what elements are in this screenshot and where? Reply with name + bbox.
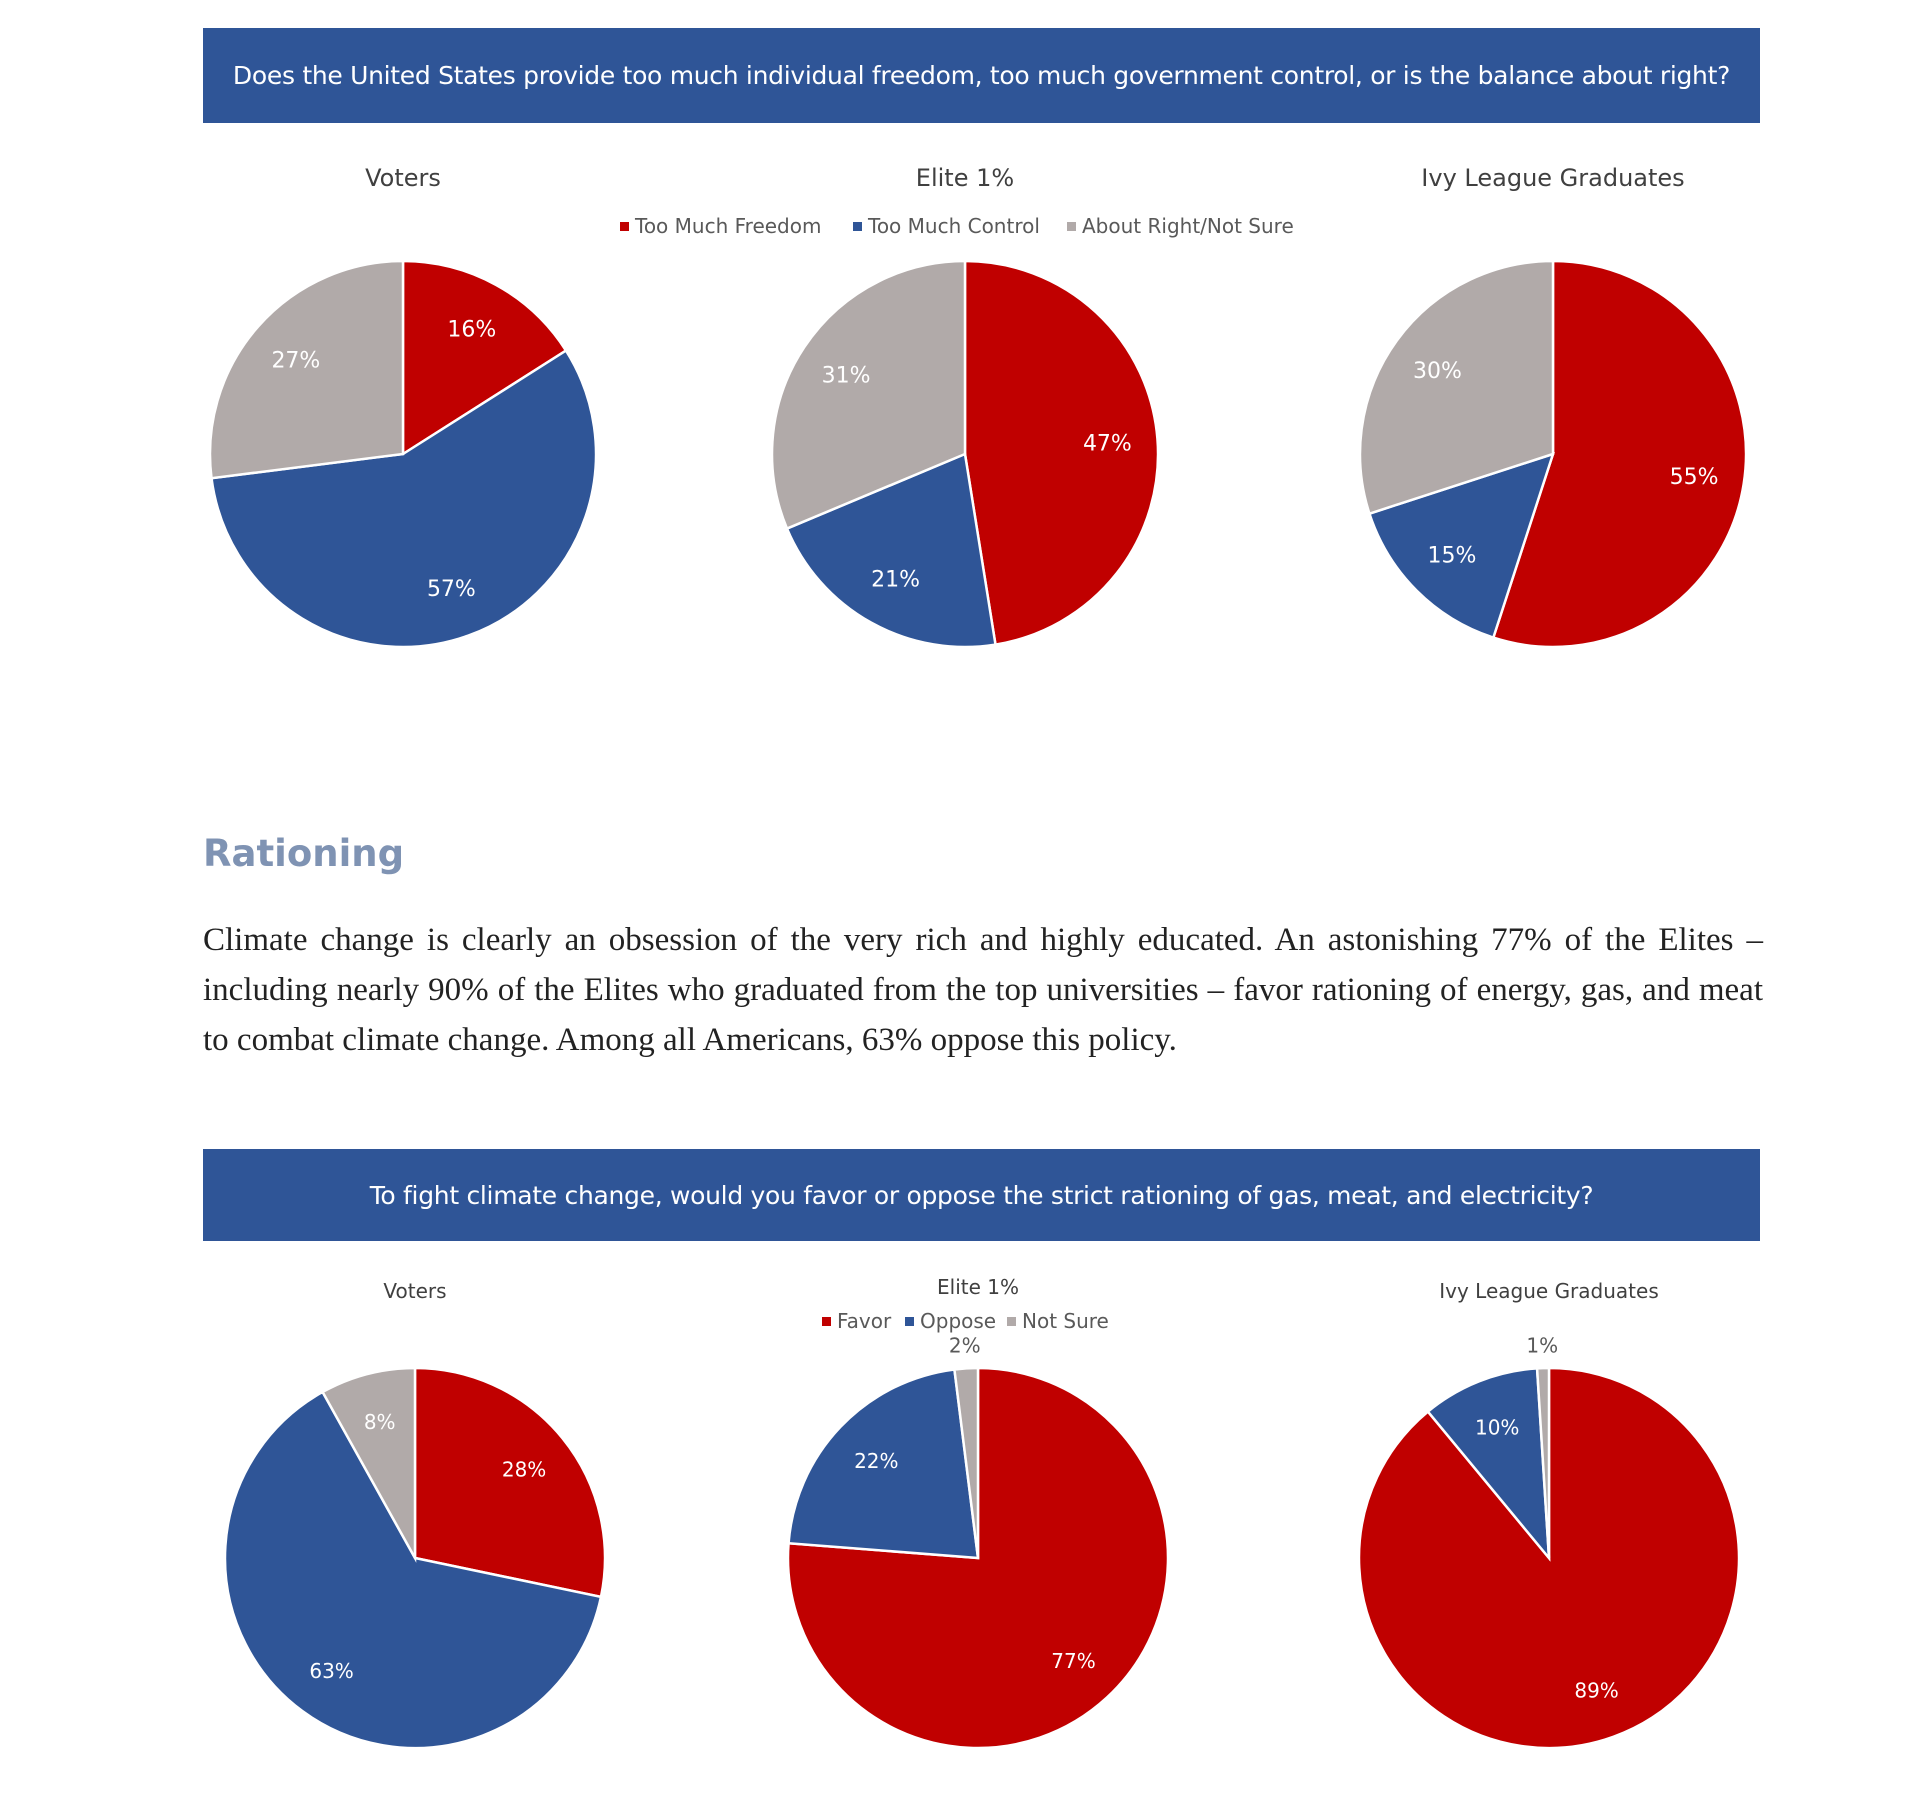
chart-2-title: To fight climate change, would you favor or oppose the strict rationing of gas, meat, and electricity? [369,1180,1594,1210]
pie-2-2 [788,1275,1168,1748]
legend-2 [822,1309,1109,1333]
pie-2-3 [1359,1279,1739,1748]
legend-entry: About Right/Not Sure [1082,214,1294,238]
legend-entry: Too Much Freedom [635,214,822,238]
legend-entry: Oppose [920,1309,997,1333]
data-label: 15% [1427,543,1477,569]
pie-title: Ivy League Graduates [1439,1279,1659,1303]
pie-title: Ivy League Graduates [1421,164,1685,192]
data-label: 89% [1574,1678,1619,1703]
pie-2-1 [225,1279,605,1748]
data-label: 28% [501,1457,547,1482]
pie-1-1 [210,164,596,647]
data-label: 8% [363,1409,396,1434]
legend-swatch [620,222,629,231]
data-label: 22% [854,1448,899,1473]
pie-title: Voters [365,164,441,192]
section-paragraph: Climate change is clearly an obsession of the very rich and highly educated. An astonishing 77% of the Elites – including nearly 90% of the Elites who graduated from the top universities – favor rationing of energy, gas, and meat to combat climate change. Among all Americans, 63% oppose this policy. [203,922,1763,1058]
data-label: 1% [1526,1333,1559,1358]
legend-swatch [853,222,862,231]
legend-entry: Too Much Control [868,214,1040,238]
data-label: 16% [447,317,497,343]
pie-slice-favor [415,1368,605,1597]
data-label: 55% [1669,465,1719,490]
data-label: 47% [1082,431,1132,457]
pie-1-3 [1360,164,1746,647]
chart-1-svg [0,0,1920,700]
data-label: 30% [1413,358,1462,384]
chart-2-title-banner [203,1149,1760,1241]
legend-swatch [1007,1317,1016,1326]
pie-title: Elite 1% [915,164,1015,192]
data-label: 57% [426,577,476,603]
legend-swatch [822,1317,831,1326]
pie-title: Voters [383,1279,447,1303]
chart-2-svg [0,1240,1920,1805]
legend-entry: Not Sure [1022,1309,1109,1333]
legend-1 [620,214,1294,238]
legend-entry: Favor [837,1309,892,1333]
data-label: 27% [271,348,321,374]
legend-swatch [1067,222,1076,231]
data-label: 31% [821,363,871,389]
chart-1-title: Does the United States provide too much individual freedom, too much government control, or is the balance about right? [232,61,1731,90]
data-label: 10% [1474,1415,1520,1440]
data-label: 21% [871,567,921,593]
data-label: 63% [309,1659,354,1684]
data-label: 2% [948,1333,981,1358]
legend-swatch [905,1317,914,1326]
section-title: Rationing [203,832,405,875]
data-label: 77% [1051,1649,1096,1674]
pie-title: Elite 1% [937,1275,1019,1299]
